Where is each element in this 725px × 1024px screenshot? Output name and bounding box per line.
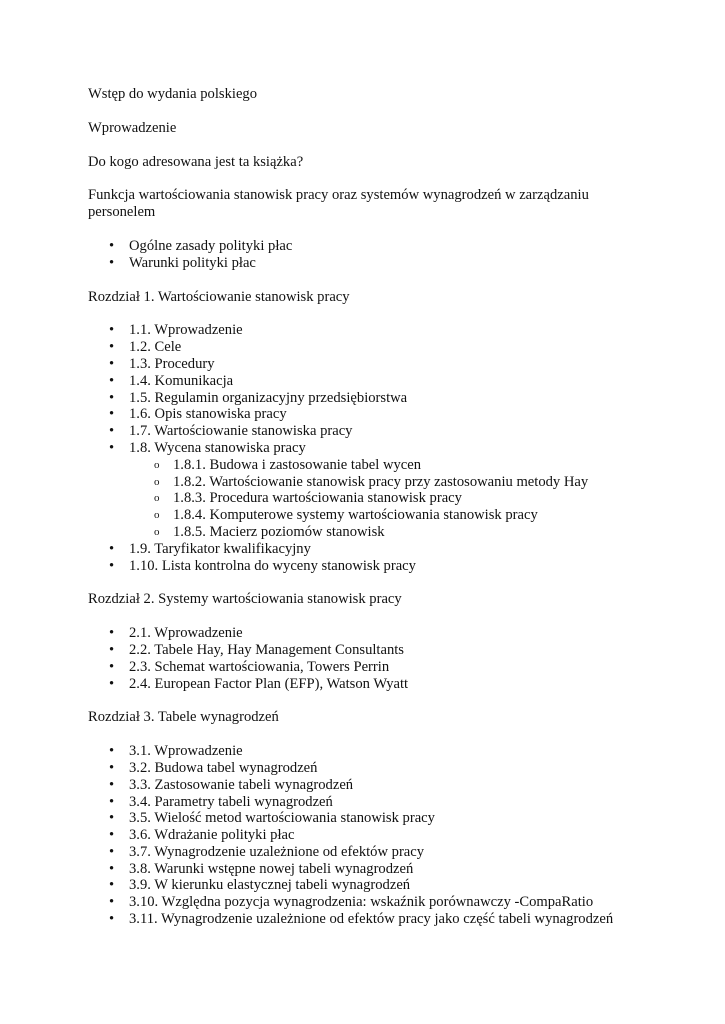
bullet-icon: • [109,237,115,254]
bullet-icon: • [109,810,115,827]
list-item-label: 3.8. Warunki wstępne nowej tabeli wynagrodzeń [129,860,414,877]
circle-bullet-icon: o [154,525,160,538]
bullet-icon: • [109,540,115,557]
list-item [88,255,648,272]
list-item-label: 1.3. Procedury [129,355,215,372]
bullet-icon: • [109,389,115,406]
list-item-label: 1.10. Lista kontrolna do wyceny stanowisk pracy [129,557,416,574]
list-item [88,339,648,356]
list-item [88,373,648,390]
list-item-label: 3.3. Zastosowanie tabeli wynagrodzeń [129,776,354,793]
bullet-icon: • [109,793,115,810]
list-item-label: 3.9. W kierunku elastycznej tabeli wynagrodzeń [129,877,411,894]
bullet-icon: • [109,641,115,658]
list-item-label: 1.2. Cele [129,339,182,356]
sub-list-item [129,507,648,524]
list-item-label: 3.5. Wielość metod wartościowania stanowisk pracy [129,810,435,827]
bullet-icon: • [109,355,115,372]
bullet-icon: • [109,372,115,389]
list-item [88,911,648,928]
list-item-label: 2.4. European Factor Plan (EFP), Watson Wyatt [129,675,409,692]
heading-function: Funkcja wartościowania stanowisk pracy oraz systemów wynagrodzeń w zarządzaniu personelem [88,187,589,221]
bullet-icon: • [109,911,115,928]
bullet-icon: • [109,675,115,692]
sub-list-item [129,474,648,491]
bullet-icon: • [109,423,115,440]
sub-list-item-label: 1.8.3. Procedura wartościowania stanowisk pracy [173,490,462,507]
list-item [88,659,648,676]
list-item [88,440,648,541]
bullet-icon: • [109,406,115,423]
list-item [88,877,648,894]
circle-bullet-icon: o [154,458,160,471]
list-item [88,794,648,811]
list-item-label: 3.11. Wynagrodzenie uzależnione od efektów pracy jako część tabeli wynagrodzeń [129,911,614,928]
list-item [88,356,648,373]
bullet-icon: • [109,843,115,860]
bullet-icon: • [109,625,115,642]
list-item-label: 1.4. Komunikacja [129,372,234,389]
list-item [88,894,648,911]
sub-list-item-label: 1.8.5. Macierz poziomów stanowisk [173,523,385,540]
list-item-label: 3.10. Względna pozycja wynagrodzenia: wskaźnik porównawczy -CompaRatio [129,894,594,911]
list-item [88,760,648,777]
list-item [88,406,648,423]
list-item-label: 1.9. Taryfikator kwalifikacyjny [129,540,311,557]
list-item-label: 1.8. Wycena stanowiska pracy [129,439,306,456]
heading-preface: Wstęp do wydania polskiego [88,86,258,102]
list-item [88,743,648,760]
list-item-label: 3.6. Wdrażanie polityki płac [129,827,295,844]
bullet-icon: • [109,339,115,356]
bullet-icon: • [109,894,115,911]
bullet-icon: • [109,827,115,844]
list-item [88,322,648,339]
list-item-label: 1.7. Wartościowanie stanowiska pracy [129,423,353,440]
bullet-icon: • [109,759,115,776]
list-item [88,777,648,794]
bullet-icon: • [109,557,115,574]
sub-list-item [129,490,648,507]
sub-list-item-label: 1.8.2. Wartościowanie stanowisk pracy przy zastosowaniu metody Hay [173,473,589,490]
bullet-icon: • [109,877,115,894]
list-item-label: 1.5. Regulamin organizacyjny przedsiębiorstwa [129,389,408,406]
bullet-icon: • [109,322,115,339]
list-item-label: 3.7. Wynagrodzenie uzależnione od efektów pracy [129,843,425,860]
bullet-icon: • [109,743,115,760]
heading-introduction: Wprowadzenie [88,119,177,136]
list-item [88,625,648,642]
list-item-label: 2.3. Schemat wartościowania, Towers Perrin [129,658,390,675]
bullet-icon: • [109,254,115,271]
list-item-label: Ogólne zasady polityki płac [129,237,293,254]
chapter-2-title: Rozdział 2. Systemy wartościowania stanowisk pracy [88,591,402,608]
chapter-3-list [88,743,648,928]
list-item-label: Warunki polityki płac [129,254,256,271]
list-item [88,238,648,255]
list-item-label: 3.4. Parametry tabeli wynagrodzeń [129,793,333,810]
sub-list-item [129,457,648,474]
list-item [88,810,648,827]
bullet-icon: • [109,860,115,877]
chapter-2-list [88,625,648,692]
circle-bullet-icon: o [154,492,160,505]
chapter-3-title: Rozdział 3. Tabele wynagrodzeń [88,709,279,726]
bullet-icon: • [109,439,115,456]
heading-audience: Do kogo adresowana jest ta książka? [88,153,304,170]
chapter-1-title: Rozdział 1. Wartościowanie stanowisk pracy [88,288,350,305]
list-item [88,844,648,861]
policy-list [88,238,648,272]
document-page [88,86,648,945]
sub-list-item [129,524,648,541]
list-item-label: 2.2. Tabele Hay, Hay Management Consultants [129,641,404,658]
list-item [88,541,648,558]
list-item [88,861,648,878]
list-item-label: 2.1. Wprowadzenie [129,625,243,642]
list-item-label: 3.2. Budowa tabel wynagrodzeń [129,759,318,776]
bullet-icon: • [109,776,115,793]
list-item [88,676,648,693]
bullet-icon: • [109,658,115,675]
list-item-label: 3.1. Wprowadzenie [129,743,243,760]
list-item-label: 1.6. Opis stanowiska pracy [129,406,287,423]
list-item [88,390,648,407]
list-item [88,827,648,844]
sub-list-item-label: 1.8.1. Budowa i zastosowanie tabel wycen [173,456,422,473]
circle-bullet-icon: o [154,475,160,488]
circle-bullet-icon: o [154,509,160,522]
list-item [88,423,648,440]
list-item-label: 1.1. Wprowadzenie [129,322,243,339]
chapter-1-8-sublist [129,457,648,541]
list-item [88,558,648,575]
sub-list-item-label: 1.8.4. Komputerowe systemy wartościowania stanowisk pracy [173,507,538,524]
list-item [88,642,648,659]
chapter-1-list [88,322,648,574]
